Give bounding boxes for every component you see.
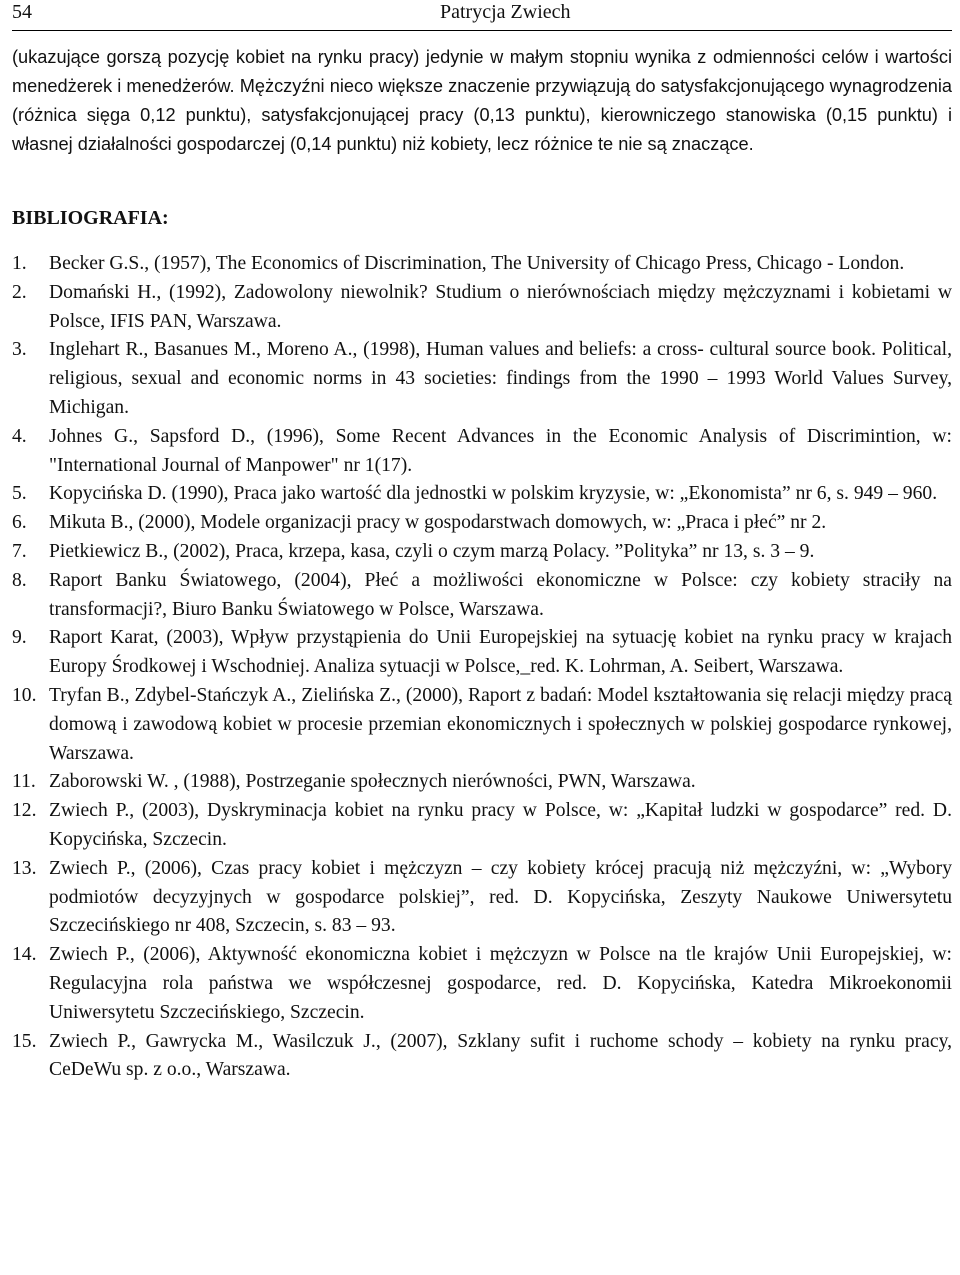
item-number: 1. — [12, 253, 27, 274]
bibliography-item — [12, 250, 952, 279]
item-text: Kopycińska D. (1990), Praca jako wartość dla jednostki w polskim kryzysie, w: „Ekonomista” nr 6, s. 949 – 960. — [49, 483, 938, 505]
bibliography-item — [12, 768, 952, 797]
item-number: 6. — [12, 512, 27, 534]
item-text: Tryfan B., Zdybel-Stańczyk A., Zielińska Z., (2000), Raport z badań: Model kształtowania się relacji między pracą domową i zawodową kobiet w procesie przemian ekonomicznych i społecznych w polskiej gospodarce rynkowej, Warszawa. — [49, 684, 952, 764]
bibliography-item — [12, 538, 952, 567]
page-header — [12, 0, 952, 31]
bibliography-list — [12, 250, 952, 1085]
item-number: 9. — [12, 627, 27, 649]
item-number: 10. — [12, 684, 37, 706]
bibliography-item — [12, 855, 952, 941]
item-text: Becker G.S., (1957), The Economics of Discrimination, The University of Chicago Press, Chicago - London. — [49, 253, 905, 274]
bibliography-item — [12, 567, 952, 625]
body-paragraph: (ukazujące gorszą pozycję kobiet na rynku pracy) jedynie w małym stopniu wynika z odmienności celów i wartości menedżerek i menedżerów. Mężczyźni nieco większe znaczenie przywiązują do satysfakcjonującego wynagrodzenia (różnica sięga 0,12 punktu), satysfakcjonującej pracy (0,13 punktu), kierowniczego stanowiska (0,15 punktu) i własnej działalności gospodarczej (0,14 punktu) niż kobiety, lecz różnice te nie są znaczące. — [12, 47, 952, 154]
bibliography-item — [12, 509, 952, 538]
item-text: Domański H., (1992), Zadowolony niewolnik? Studium o nierównościach między mężczyznami i kobietami w Polsce, IFIS PAN, Warszawa. — [49, 281, 952, 332]
item-text: Johnes G., Sapsford D., (1996), Some Recent Advances in the Economic Analysis of Discrimintion, w: "International Journal of Manpower" nr 1(17). — [49, 425, 952, 476]
item-number: 12. — [12, 800, 37, 822]
item-text: Zwiech P., Gawrycka M., Wasilczuk J., (2007), Szklany sufit i ruchome schody – kobiety na rynku pracy, CeDeWu sp. z o.o., Warszawa. — [49, 1030, 952, 1081]
bibliography-item — [12, 423, 952, 481]
item-text: Mikuta B., (2000), Modele organizacji pracy w gospodarstwach domowych, w: „Praca i płeć” nr 2. — [49, 512, 827, 534]
bibliography-item — [12, 480, 952, 509]
item-text: Inglehart R., Basanues M., Moreno A., (1998), Human values and beliefs: a cross- cultural source book. Political, religious, sexual and economic norms in 43 societies: findings from the 1990 – 1993 World Values Survey, Michigan. — [49, 339, 952, 418]
item-number: 13. — [12, 857, 37, 879]
item-number: 15. — [12, 1030, 37, 1052]
item-number: 3. — [12, 339, 27, 361]
item-number: 4. — [12, 425, 27, 447]
item-text: Pietkiewicz B., (2002), Praca, krzepa, kasa, czyli o czym marzą Polacy. ”Polityka” nr 13, s. 3 – 9. — [49, 540, 815, 562]
item-number: 8. — [12, 569, 27, 591]
bibliography-item — [12, 682, 952, 768]
bibliography-item — [12, 1028, 952, 1086]
item-number: 14. — [12, 944, 37, 966]
bibliography-item — [12, 279, 952, 337]
item-number: 2. — [12, 281, 27, 303]
item-number: 11. — [12, 771, 36, 793]
bibliography-item — [12, 941, 952, 1027]
running-title: Patrycja Zwiech — [440, 1, 571, 23]
item-number: 7. — [12, 540, 27, 562]
bibliography-item — [12, 624, 952, 682]
document-page — [12, 0, 952, 1085]
item-text: Raport Banku Światowego, (2004), Płeć a możliwości ekonomiczne w Polsce: czy kobiety straciły na transformacji?, Biuro Banku Światowego w Polsce, Warszawa. — [49, 569, 952, 620]
item-text: Zwiech P., (2003), Dyskryminacja kobiet na rynku pracy w Polsce, w: „Kapitał ludzki w gospodarce” red. D. Kopycińska, Szczecin. — [49, 800, 952, 850]
item-text: Raport Karat, (2003), Wpływ przystąpienia do Unii Europejskiej na sytuację kobiet na rynku pracy w krajach Europy Środkowej i Wschodniej. Analiza sytuacji w Polsce,_red. K. Lohrman, A. Seibert, Warszawa. — [49, 627, 952, 678]
page-number: 54 — [12, 1, 32, 23]
bibliography-item — [12, 797, 952, 855]
bibliography-item — [12, 336, 952, 422]
item-text: Zaborowski W. , (1988), Postrzeganie społecznych nierówności, PWN, Warszawa. — [49, 771, 696, 793]
bibliography-heading: BIBLIOGRAFIA: — [12, 207, 169, 229]
item-text: Zwiech P., (2006), Czas pracy kobiet i mężczyzn – czy kobiety krócej pracują niż mężczyźni, w: „Wybory podmiotów decyzyjnych w gospodarce polskiej”, red. D. Kopycińska, Zeszyty Naukowe Uniwersytetu Szczecińskiego nr 408, Szczecin, s. 83 – 93. — [49, 857, 952, 937]
item-number: 5. — [12, 483, 27, 505]
item-text: Zwiech P., (2006), Aktywność ekonomiczna kobiet i mężczyzn w Polsce na tle krajów Unii Europejskiej, w: Regulacyjna rola państwa we współczesnej gospodarce, red. D. Kopycińska, Katedra Mikroekonomii Uniwersytetu Szczecińskiego, Szczecin. — [49, 944, 952, 1023]
